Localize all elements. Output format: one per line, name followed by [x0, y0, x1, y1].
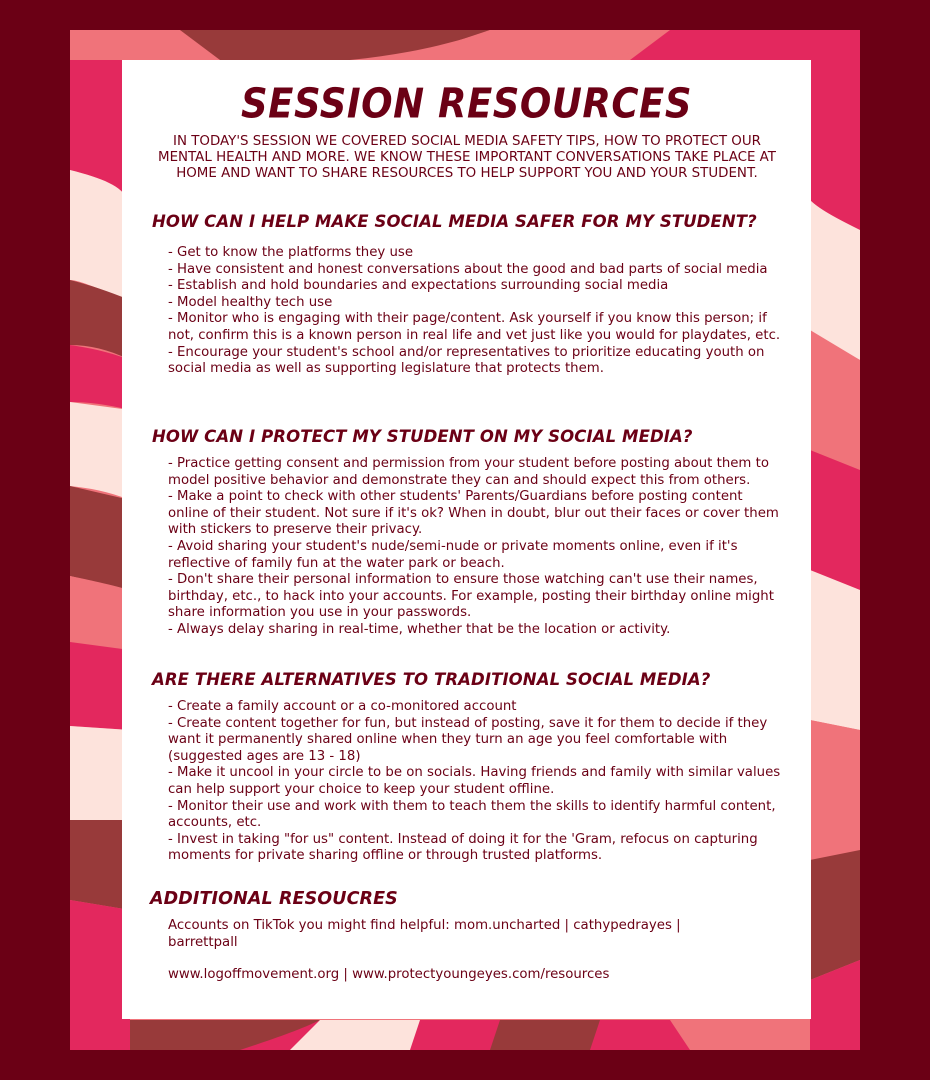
tiktok-accounts-text: Accounts on TikTok you might find helpful: mom.uncharted | cathypedrayes | barrettpall	[168, 918, 681, 950]
list-item: - Make a point to check with other students' Parents/Guardians before posting content online of their student. Not sure if it's ok? When in doubt, blur out their faces or cover them with stickers to preserve their privacy.	[168, 489, 779, 538]
list-item: - Don't share their personal information to ensure those watching can't use their names, birthday, etc., to hack into your accounts. For example, posting their birthday online might share information you use in your passwords.	[168, 572, 774, 621]
list-item: - Monitor their use and work with them to teach them the skills to identify harmful content, accounts, etc.	[168, 798, 776, 831]
list-item: - Model healthy tech use	[168, 294, 333, 310]
resource-card	[122, 60, 811, 1019]
list-protect-tips	[168, 456, 782, 639]
section-heading-alternatives: ARE THERE ALTERNATIVES TO TRADITIONAL SOCIAL MEDIA?	[152, 670, 711, 689]
list-item: - Get to know the platforms they use	[168, 245, 414, 260]
resource-links-text: www.logoffmovement.org | www.protectyoungeyes.com/resources	[168, 967, 610, 982]
list-item: - Have consistent and honest conversations about the good and bad parts of social media	[168, 261, 768, 277]
list-item: - Monitor who is engaging with their page/content. Ask yourself if you know this person; if not, confirm this is a known person in real life and vet just like you would for playdates, etc.	[168, 311, 781, 343]
list-item: - Create content together for fun, but instead of posting, save it for them to decide if they want it permanently shared online when they turn an age you feel comfortable with (suggested ages are 13 - 18)	[168, 715, 768, 764]
section-heading-protect: HOW CAN I PROTECT MY STUDENT ON MY SOCIAL MEDIA?	[152, 427, 693, 446]
list-alternatives	[168, 699, 782, 865]
list-item: - Invest in taking "for us" content. Instead of doing it for the 'Gram, refocus on capturing moments for private sharing offline or through trusted platforms.	[168, 831, 758, 864]
list-item: - Practice getting consent and permission from your student before posting about them to model positive behavior and demonstrate they can and should expect this from others.	[168, 456, 769, 488]
list-item: - Make it uncool in your circle to be on socials. Having friends and family with similar values can help support your choice to keep your student offline.	[168, 765, 781, 797]
list-item: - Avoid sharing your student's nude/semi-nude or private moments online, even if it's reflective of family fun at the water park or beach.	[168, 538, 738, 571]
intro-paragraph: IN TODAY'S SESSION WE COVERED SOCIAL MEDIA SAFETY TIPS, HOW TO PROTECT OUR MENTAL HEALTH AND MORE. WE KNOW THESE IMPORTANT CONVERSATIONS TAKE PLACE AT HOME AND WANT TO SHARE RESOURCES TO HELP SUPPORT YOU AND YOUR STUDENT.	[158, 134, 776, 181]
list-item: - Establish and hold boundaries and expectations surrounding social media	[168, 278, 669, 294]
list-item: - Create a family account or a co-monitored account	[168, 699, 517, 714]
page-title: SESSION RESOURCES	[241, 79, 692, 128]
list-item: - Always delay sharing in real-time, whether that be the location or activity.	[168, 621, 671, 637]
list-safer-tips	[168, 245, 782, 378]
section-heading-safer: HOW CAN I HELP MAKE SOCIAL MEDIA SAFER FOR MY STUDENT?	[152, 212, 757, 231]
section-heading-additional: ADDITIONAL RESOUCRES	[150, 889, 398, 909]
list-item: - Encourage your student's school and/or representatives to prioritize educating youth on social media as well as supporting legislature that protects them.	[168, 344, 765, 377]
